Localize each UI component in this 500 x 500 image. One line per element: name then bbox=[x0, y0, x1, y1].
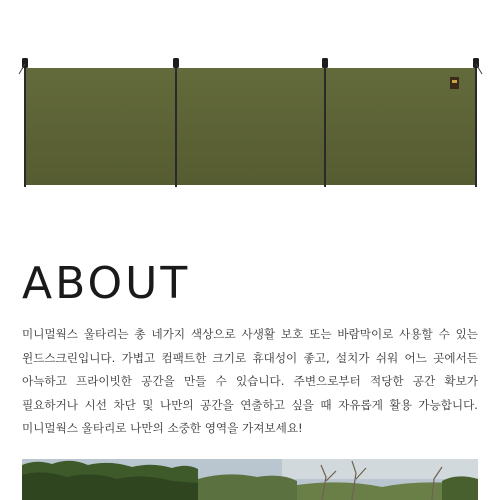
about-description: 미니멀웍스 울타리는 총 네가지 색상으로 사생활 보호 또는 바람막이로 사용할 수 있는 윈드스크린입니다. 가볍고 컴팩트한 크기로 휴대성이 좋고, 설치가 쉬워 어느 곳에서든 아늑하고 프라이빗한 공간을 만들 수 있습니다. 주변으로부터 적당한 공간 확보가 필요하거나 시선 차단 및 나만의 공간을 연출하고 싶을 때 자유롭게 활용 가능합니다. 미니멀웍스 울타리로 나만의 소중한 영역을 가져보세요! bbox=[22, 327, 478, 435]
windscreen-fabric bbox=[25, 68, 476, 185]
pole-caps bbox=[22, 58, 479, 68]
about-heading: ABOUT bbox=[22, 258, 191, 309]
outdoor-photo bbox=[22, 459, 478, 500]
windscreen-product-image bbox=[0, 0, 500, 215]
brand-label-icon bbox=[450, 77, 459, 89]
